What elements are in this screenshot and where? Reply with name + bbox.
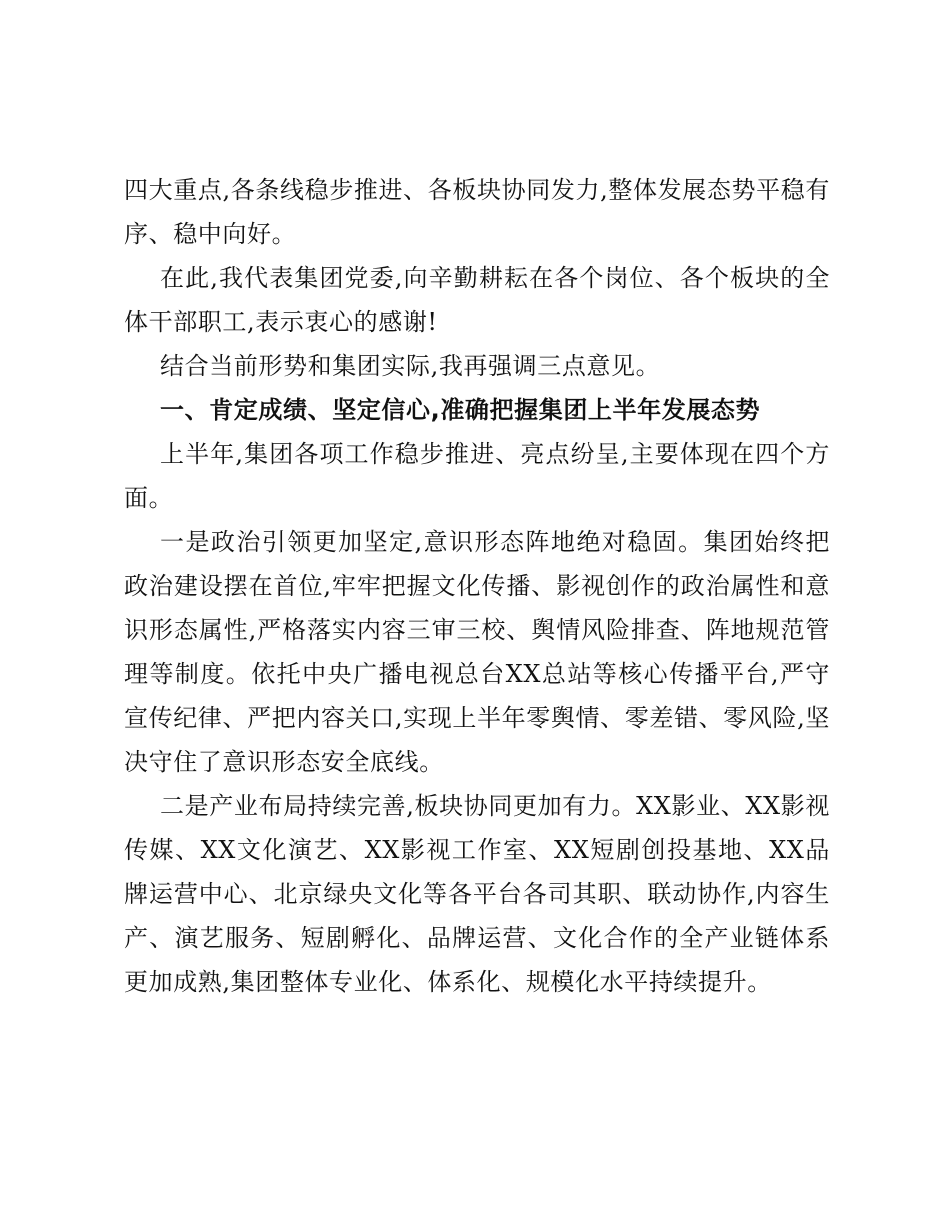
paragraph-first-half: 上半年,集团各项工作稳步推进、亮点纷呈,主要体现在四个方面。: [124, 440, 830, 512]
paragraph-continuation: 四大重点,各条线稳步推进、各板块协同发力,整体发展态势平稳有序、稳中向好。: [124, 176, 830, 248]
document-body: [124, 168, 830, 1004]
paragraph-political-leadership: 一是政治引领更加坚定,意识形态阵地绝对稳固。集团始终把政治建设摆在首位,牢牢把握文化传播、影视创作的政治属性和意识形态属性,严格落实内容三审三校、舆情风险排查、阵地规范管理等制度。依托中央广播电视总台XX总站等核心传播平台,严守宣传纪律、严把内容关口,实现上半年零舆情、零差错、零风险,坚决守住了意识形态安全底线。: [124, 528, 830, 776]
section-heading-one: 一、肯定成绩、坚定信心,准确把握集团上半年发展态势: [160, 396, 761, 424]
paragraph-industry-layout: 二是产业布局持续完善,板块协同更加有力。XX影业、XX影视传媒、XX文化演艺、XX影视工作室、XX短剧创投基地、XX品牌运营中心、北京绿央文化等各平台各司其职、联动协作,内容生产、演艺服务、短剧孵化、品牌运营、文化合作的全产业链体系更加成熟,集团整体专业化、体系化、规模化水平持续提升。: [124, 792, 830, 996]
paragraph-thanks: 在此,我代表集团党委,向辛勤耕耘在各个岗位、各个板块的全体干部职工,表示衷心的感谢!: [124, 264, 830, 336]
paragraph-three-points: 结合当前形势和集团实际,我再强调三点意见。: [160, 352, 661, 380]
